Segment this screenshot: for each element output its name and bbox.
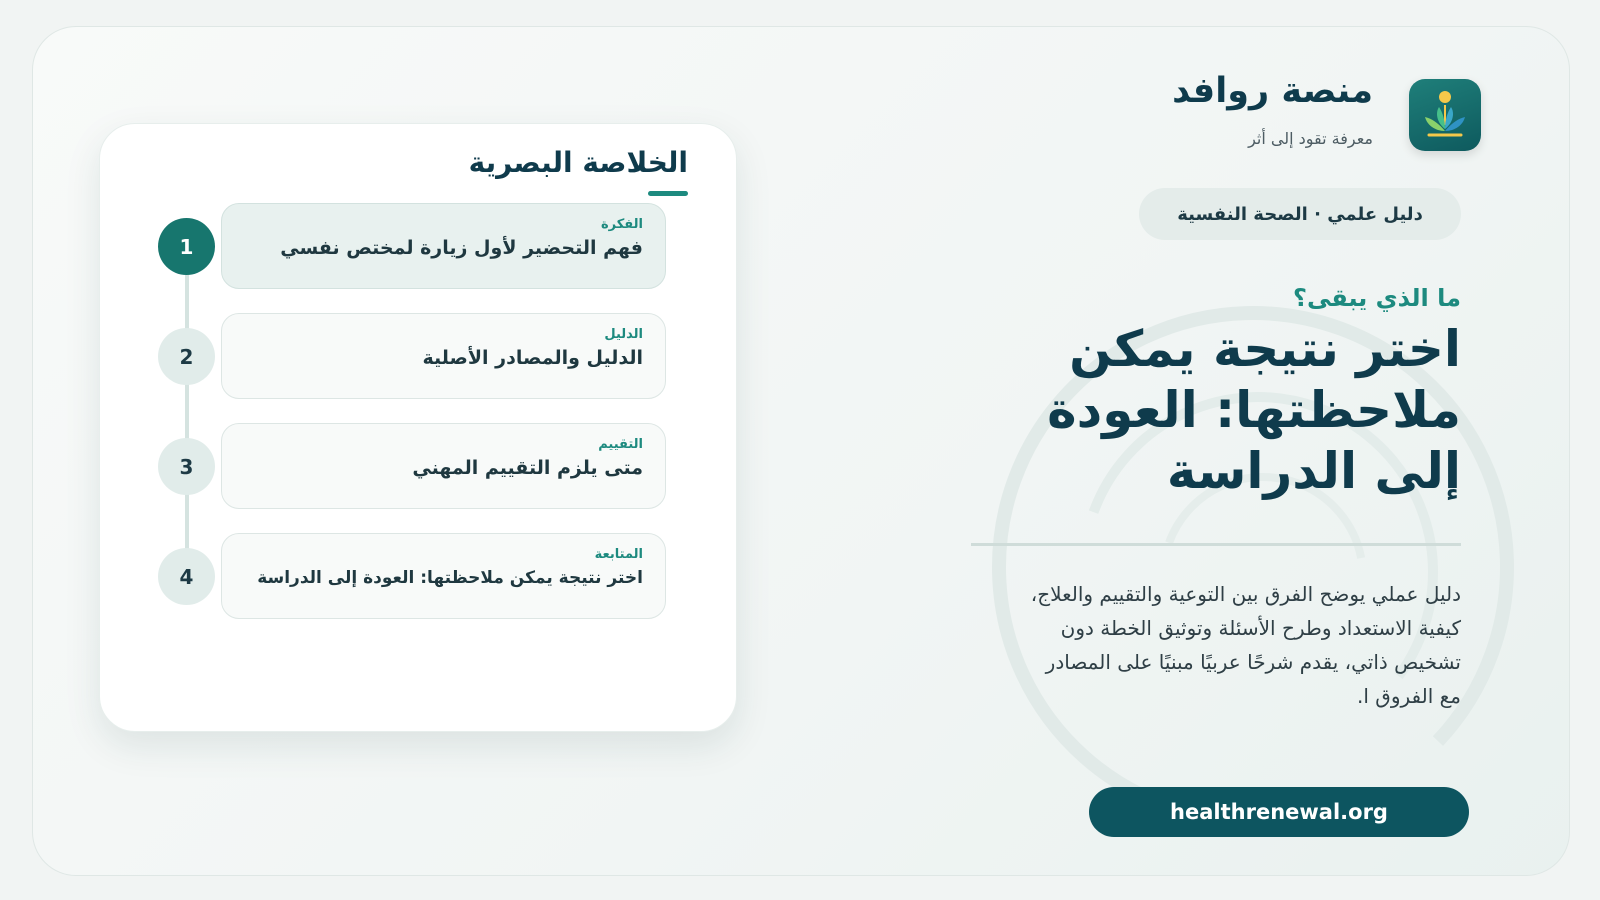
divider <box>971 543 1461 546</box>
card-title: الخلاصة البصرية <box>468 146 688 179</box>
step-text: الدليل والمصادر الأصلية <box>422 347 643 369</box>
headline: اختر نتيجة يمكن ملاحظتها: العودة إلى الدراسة <box>1047 320 1461 500</box>
step-text: متى يلزم التقييم المهني <box>412 457 643 479</box>
step-item-2[interactable] <box>221 313 666 399</box>
step-tag: الدليل <box>604 327 643 342</box>
brand-logo-icon <box>1409 79 1481 151</box>
category-badge: دليل علمي · الصحة النفسية <box>1139 188 1461 240</box>
step-tag: التقييم <box>598 437 643 452</box>
step-item-3[interactable] <box>221 423 666 509</box>
website-link[interactable]: healthrenewal.org <box>1089 787 1469 837</box>
description: دليل عملي يوضح الفرق بين التوعية والتقييم والعلاج، كيفية الاستعداد وطرح الأسئلة وتوثيق الخطة دون تشخيص ذاتي، يقدم شرحًا عربيًا مبنيًا على المصادر مع الفروق ا. <box>1030 582 1461 708</box>
step-text: اختر نتيجة يمكن ملاحظتها: العودة إلى الدراسة <box>257 568 643 588</box>
step-number-1: 1 <box>158 218 215 275</box>
step-number-3: 3 <box>158 438 215 495</box>
step-number-2: 2 <box>158 328 215 385</box>
title-underline <box>648 191 688 196</box>
timeline-line <box>185 244 189 574</box>
step-tag: الفكرة <box>600 217 643 232</box>
step-text: فهم التحضير لأول زيارة لمختص نفسي <box>280 237 643 259</box>
eyebrow-question: ما الذي يبقى؟ <box>1293 284 1461 312</box>
step-item-4[interactable] <box>221 533 666 619</box>
brand-tagline: معرفة تقود إلى أثر <box>1248 129 1373 148</box>
slide-frame <box>32 26 1570 876</box>
step-item-1[interactable] <box>221 203 666 289</box>
step-number-4: 4 <box>158 548 215 605</box>
brand-name: منصة روافد <box>1172 71 1373 111</box>
visual-summary-card <box>99 123 737 732</box>
step-tag: المتابعة <box>594 547 643 562</box>
